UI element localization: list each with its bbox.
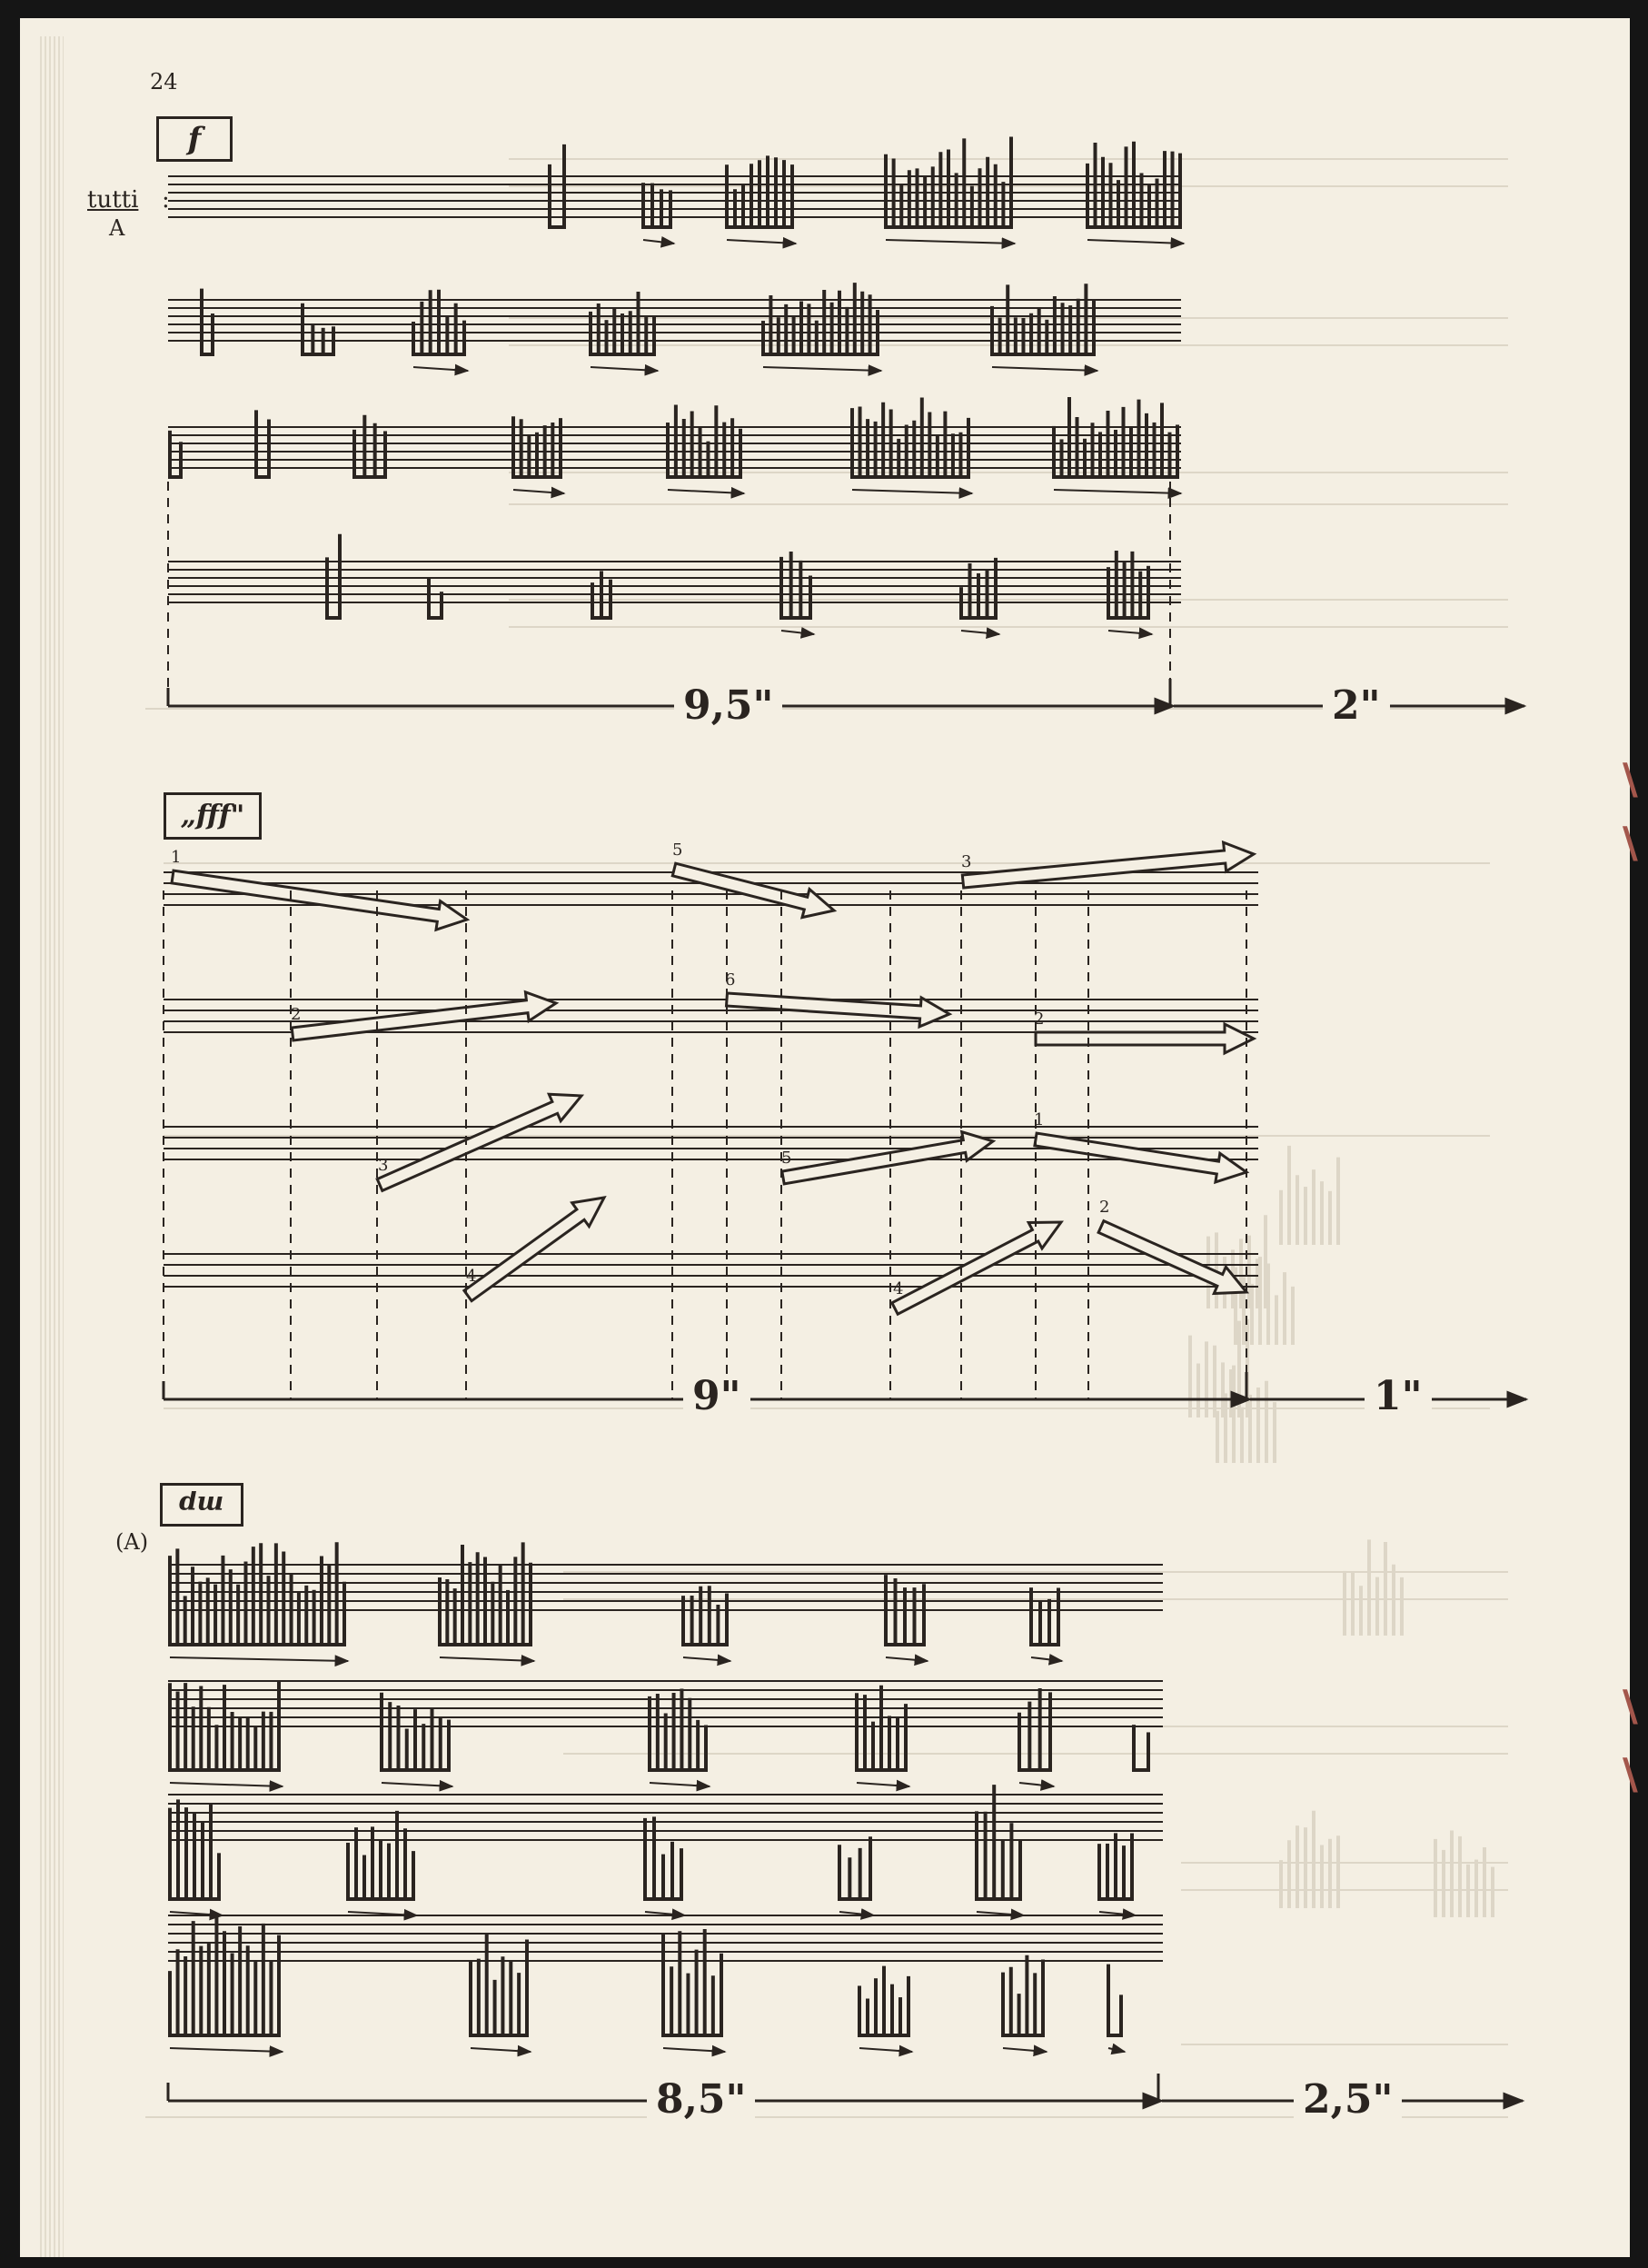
glissando-arrow bbox=[1035, 1133, 1246, 1182]
arrow-number: 6 bbox=[725, 970, 736, 990]
duration-label: 9" bbox=[683, 1374, 750, 1419]
cluster-arrow bbox=[170, 1783, 283, 1786]
arrow-number: 3 bbox=[961, 852, 972, 871]
arrow-number: 2 bbox=[1099, 1198, 1110, 1217]
cluster-arrow bbox=[643, 240, 674, 244]
margin-pencil-mark: \ bbox=[1623, 1681, 1638, 1730]
dynamic-marking-mp bbox=[160, 1483, 243, 1527]
arrow-number: 1 bbox=[171, 848, 182, 867]
arrow-number: 2 bbox=[291, 1005, 302, 1024]
glissando-arrow bbox=[377, 1094, 581, 1190]
section-label: (A) bbox=[115, 1529, 149, 1555]
instrument-label-a: A bbox=[109, 215, 125, 241]
cluster-arrow bbox=[859, 2048, 912, 2052]
arrow-number: 4 bbox=[893, 1279, 904, 1298]
cluster-arrow bbox=[727, 240, 796, 244]
dynamic-marking-mp-text: mp bbox=[179, 1490, 224, 1520]
glissando-arrow bbox=[464, 1198, 604, 1301]
glissando-arrow bbox=[172, 870, 467, 930]
cluster-arrow bbox=[992, 367, 1097, 371]
glissando-arrow bbox=[1036, 1024, 1254, 1053]
margin-pencil-mark: \ bbox=[1623, 818, 1638, 867]
duration-label: 9,5" bbox=[674, 683, 782, 729]
cluster-arrow bbox=[170, 2048, 283, 2052]
cluster-arrow bbox=[668, 490, 744, 493]
cluster-arrow bbox=[886, 1657, 928, 1661]
dynamic-marking-fff: „fff" bbox=[164, 792, 262, 840]
cluster-arrow bbox=[513, 490, 564, 493]
cluster-arrow bbox=[763, 367, 881, 371]
cluster-arrow bbox=[1054, 490, 1181, 493]
arrow-number: 5 bbox=[781, 1149, 792, 1168]
margin-pencil-mark: \ bbox=[1623, 754, 1638, 803]
cluster-arrow bbox=[852, 490, 972, 493]
arrow-number: 5 bbox=[672, 841, 683, 860]
cluster-arrow bbox=[781, 631, 814, 634]
duration-label: 2" bbox=[1323, 683, 1390, 729]
cluster-arrow bbox=[650, 1783, 710, 1786]
cluster-arrow bbox=[1087, 240, 1184, 244]
cluster-arrow bbox=[471, 2048, 531, 2052]
cluster-arrow bbox=[1031, 1657, 1062, 1661]
cluster-arrow bbox=[413, 367, 468, 371]
duration-label: 2,5" bbox=[1294, 2077, 1402, 2123]
arrow-number: 3 bbox=[378, 1156, 389, 1175]
instrument-label-colon: : bbox=[162, 186, 170, 214]
cluster-arrow bbox=[1003, 2048, 1047, 2052]
cluster-arrow bbox=[1019, 1783, 1054, 1786]
glissando-arrows-layer bbox=[170, 240, 1254, 2052]
instrument-label-tutti: tutti bbox=[87, 186, 139, 214]
dynamic-marking-f: f bbox=[156, 116, 233, 162]
arrow-number: 2 bbox=[1034, 1010, 1045, 1029]
cluster-arrow bbox=[886, 240, 1015, 244]
cluster-arrow bbox=[1108, 631, 1152, 634]
cluster-arrow bbox=[857, 1783, 909, 1786]
margin-pencil-mark: \ bbox=[1623, 1749, 1638, 1798]
cluster-arrow bbox=[440, 1657, 534, 1661]
page-number: 24 bbox=[150, 69, 178, 94]
cluster-arrow bbox=[1108, 2048, 1125, 2052]
cluster-arrow bbox=[961, 631, 999, 634]
cluster-arrow bbox=[663, 2048, 725, 2052]
cluster-arrow bbox=[683, 1657, 730, 1661]
arrow-number: 4 bbox=[466, 1267, 477, 1286]
note-clusters-layer bbox=[168, 137, 1182, 2035]
glissando-arrow bbox=[962, 842, 1254, 888]
arrow-number: 1 bbox=[1034, 1110, 1045, 1129]
duration-label: 1" bbox=[1365, 1374, 1432, 1419]
duration-label: 8,5" bbox=[647, 2077, 755, 2123]
cluster-arrow bbox=[382, 1783, 452, 1786]
cluster-arrow bbox=[591, 367, 658, 371]
cluster-arrow bbox=[170, 1657, 348, 1661]
